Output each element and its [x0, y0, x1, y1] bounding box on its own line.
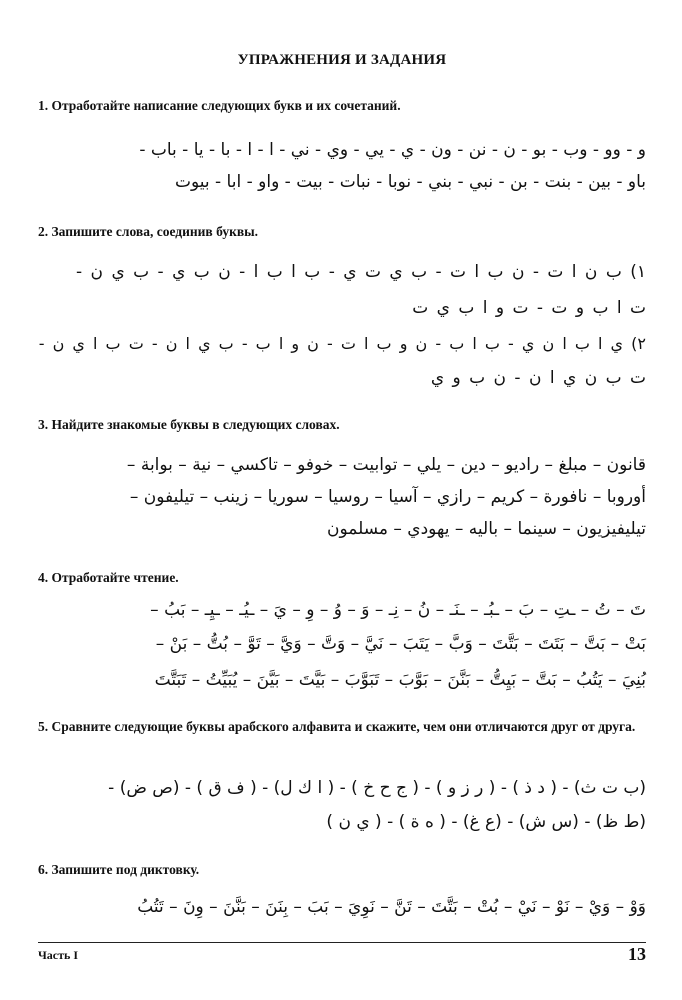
footer-part-label: Часть I — [38, 948, 79, 962]
section-1-line-2: باو - بين - بنت - بن - نبي - بني - نوبا - نبات - بيت - واو - ابا - بيوت — [174, 172, 646, 192]
section-3-title: 3. Найдите знакомые буквы в следующих словах. — [38, 417, 340, 432]
page-number: 13 — [628, 944, 646, 964]
section-3-line-2: أوروبا – نافورة – كريم – رازي – آسيا – روسيا – سوريا – زينب – تيليفون – — [129, 487, 646, 507]
section-1-line-1: و - وو - وب - بو - ن - نن - ون - ي - يي - وي - ني - ا - ا - با - يا - باب - — [139, 140, 646, 160]
section-4-title: 4. Отработайте чтение. — [38, 570, 179, 585]
section-5-line-1: (ب ت ث) - ( د ذ ) - ( ر ز و ) - ( ج ح خ ) - ( ا ك ل) - ( ف ق ) - (ص ض) - — [108, 778, 646, 798]
section-5-line-2: (ط ظ) - (س ش) - (ع غ) - ( ه ة ) - ( ي ن ) — [326, 812, 646, 832]
page-title: УПРАЖНЕНИЯ И ЗАДАНИЯ — [237, 52, 447, 68]
section-2-line-2: ت ا ب و ت - ت و ا ب ي ت — [412, 298, 646, 318]
section-4-line-2: بَتْ – بَتَّ – بَتَتَ – بَتَّتَ – وَبَّ – يَتَبَ – نَيَّ – وَتَّ – وَيَّ – تَوَّ – بُتُّ – بَنْ – — [155, 634, 646, 654]
page — [38, 0, 646, 1000]
section-2-title: 2. Запишите слова, соединив буквы. — [38, 224, 259, 239]
footer-divider — [38, 942, 646, 943]
section-4-line-3: بُنِيَ – يَتُبُ – بَتَّ – بَيِتُّ – بَنَّنَ – بَوَّبَ – تَبَوَّبَ – بَيَّتَ – بَيَّنَ – يُبَيِّتُ – تَبَتَّتَ — [154, 670, 646, 690]
section-2-line-3: ٢) ي ا ب ا ن ي - ب ا ب - ن و ب ا ت - ن و ا ب - ب ي ا ن - ت ب ا ي ن - — [38, 334, 646, 353]
section-3-line-1: قانون – مبلغ – راديو – دين – يلي – توابيت – خوفو – تاكسي – نية – بوابة – — [126, 455, 646, 475]
section-2-line-4: ت ب ن ي ا ن - ن ب و ي — [430, 368, 646, 388]
section-6-line-1: وَوْ – وَيْ – نَوْ – نَيْ – بُتْ – بَتَّتَ – تَنَّ – نَوِيَ – بَبَ – بِنَنَ – بَنَّنَ – وِنَ – تَتُبُ — [137, 897, 646, 917]
section-1-title: 1. Отработайте написание следующих букв и их сочетаний. — [38, 98, 401, 113]
section-3-line-3: تيليفيزيون – سينما – باليه – يهودي – مسلمون — [326, 519, 646, 539]
section-2-line-1: ١) ب ن ا ت - ن ب ا ت - ب ي ت ي - ب ا ب ا - ن ب ي - ب ي ن - — [76, 262, 646, 282]
section-4-line-1: تَ – تُ – ـتِ – بَ – ـبُـ – ـنَـ – نُ – نِـ – وَ – وُ – وِ – يَ – ـيُـ – ـيِـ – بَبُ – — [150, 600, 646, 620]
section-6-title: 6. Запишите под диктовку. — [38, 862, 200, 877]
section-5-title: 5. Сравните следующие буквы арабского алфавита и скажите, чем они отличаются друг от друга. — [38, 719, 636, 734]
